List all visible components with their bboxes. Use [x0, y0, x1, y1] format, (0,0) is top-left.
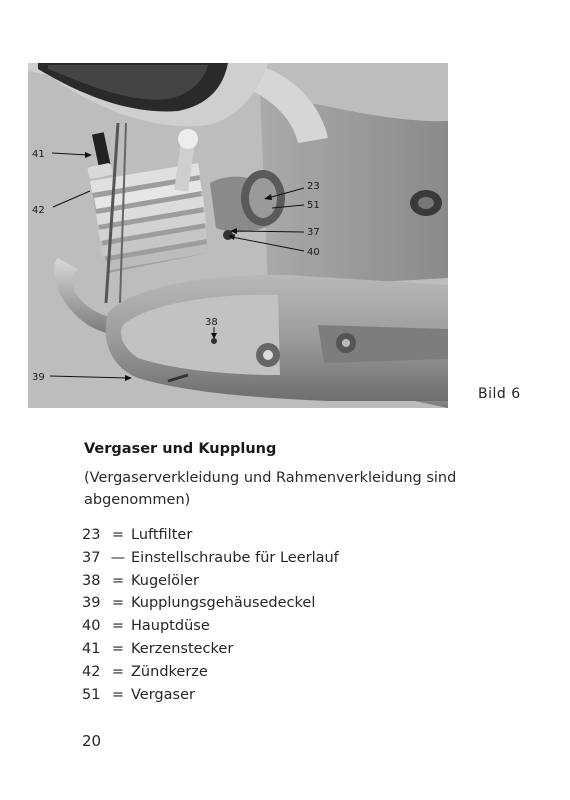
- callout-40: 40: [307, 247, 320, 258]
- legend-number: 41: [82, 640, 101, 657]
- legend-item: [82, 615, 339, 638]
- legend-number: 39: [82, 595, 101, 612]
- caption-note: (Vergaserverkleidung und Rahmenverkleidung sind abgenommen): [84, 470, 457, 508]
- caption-title: Vergaser und Kupplung: [84, 441, 277, 457]
- legend-text: Kugelöler: [131, 572, 199, 589]
- legend-number: 23: [82, 527, 101, 543]
- legend-number: 38: [82, 572, 101, 589]
- legend-separator: =: [111, 686, 125, 703]
- legend-text: Kerzenstecker: [131, 640, 234, 657]
- legend-number: 37: [82, 549, 101, 566]
- legend-text: Kupplungsgehäusedeckel: [131, 595, 316, 612]
- legend-separator: —: [110, 549, 126, 566]
- legend-separator: =: [111, 640, 125, 657]
- legend-item: [82, 524, 339, 547]
- parts-legend: [82, 524, 339, 706]
- legend-item: [82, 661, 339, 684]
- legend-text: Hauptdüse: [131, 618, 210, 635]
- page-number: 20: [82, 732, 102, 750]
- callout-42: 42: [32, 205, 45, 216]
- figure-label: Bild 6: [478, 386, 521, 402]
- legend-item: [82, 638, 339, 661]
- legend-separator: =: [111, 618, 125, 635]
- callout-38: 38: [205, 317, 218, 328]
- engine-illustration: [28, 63, 448, 408]
- legend-text: Vergaser: [131, 686, 195, 703]
- legend-separator: =: [111, 572, 125, 589]
- legend-text: Einstellschraube für Leerlauf: [131, 549, 339, 566]
- callout-37: 37: [307, 227, 320, 238]
- legend-item: [82, 684, 339, 707]
- callout-51: 51: [307, 200, 320, 211]
- callout-23: 23: [307, 181, 320, 192]
- legend-text: Zündkerze: [131, 663, 208, 680]
- legend-separator: =: [111, 595, 125, 612]
- legend-item: [82, 547, 339, 570]
- legend-item: [82, 592, 339, 615]
- legend-number: 42: [82, 663, 101, 680]
- frame-panel: [260, 93, 448, 288]
- legend-number: 51: [82, 686, 101, 703]
- legend-number: 40: [82, 618, 101, 635]
- engine-photo: [28, 63, 448, 408]
- legend-text: Luftfilter: [131, 527, 193, 543]
- callout-39: 39: [32, 372, 45, 383]
- legend-separator: =: [111, 663, 125, 680]
- callout-41: 41: [32, 149, 45, 160]
- legend-separator: =: [111, 527, 125, 543]
- legend-item: [82, 570, 339, 593]
